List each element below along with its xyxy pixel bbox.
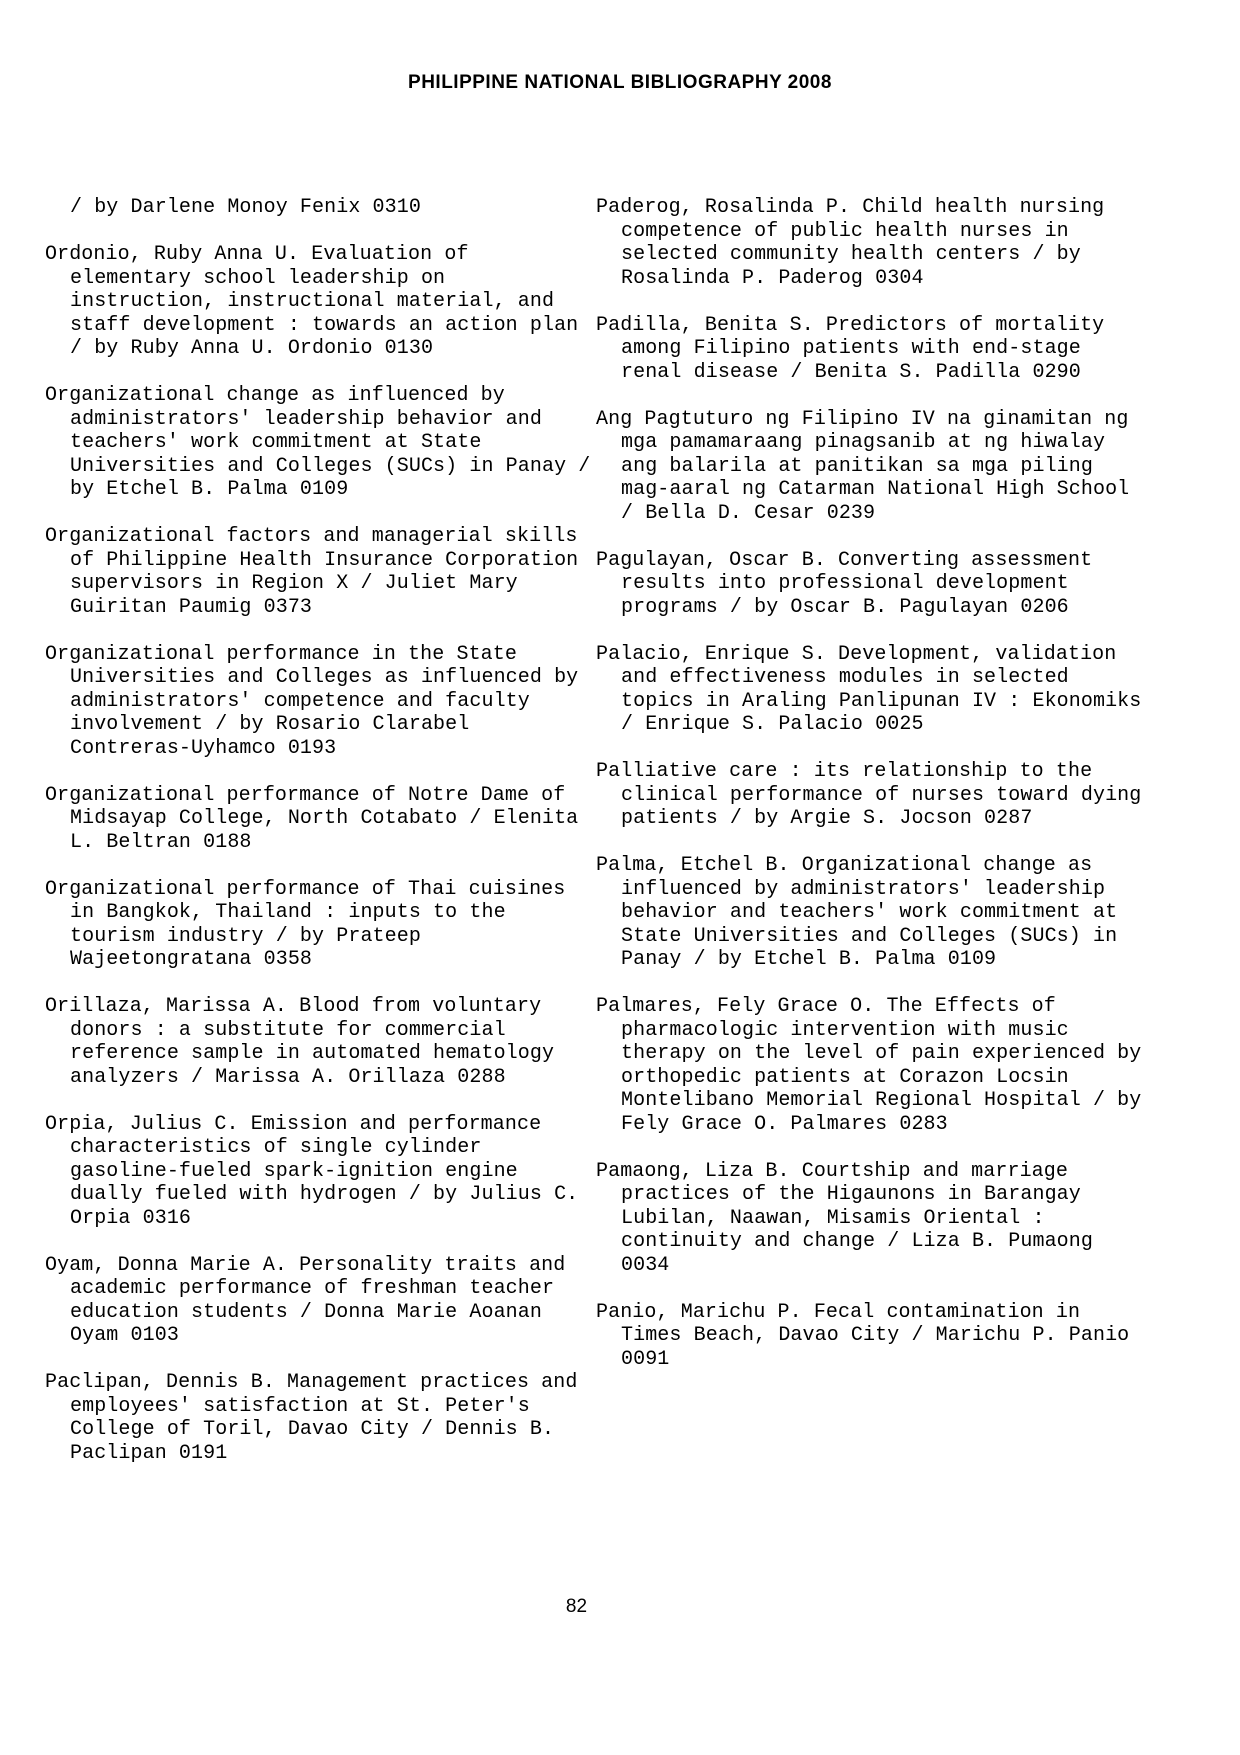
page-number: 82 [565, 1596, 588, 1617]
bibliography-entry: Palacio, Enrique S. Development, validation and effectiveness modules in selected topics in Araling Panlipunan IV : Ekonomiks / Enrique S. Palacio 0025 [596, 642, 1142, 736]
bibliography-entry: Pamaong, Liza B. Courtship and marriage practices of the Higaunons in Barangay Lubilan, Naawan, Misamis Oriental : continuity and change / Liza B. Pumaong 0034 [596, 1159, 1093, 1277]
right-column [596, 196, 1146, 1395]
bibliography-entry: Organizational performance in the State Universities and Colleges as influenced by administrators' competence and faculty involvement / by Rosario Clarabel Contreras-Uyhamco 0193 [45, 642, 579, 760]
left-column [45, 196, 595, 1489]
bibliography-entry: Pagulayan, Oscar B. Converting assessment results into professional development programs / by Oscar B. Pagulayan 0206 [596, 548, 1093, 619]
bibliography-entry: Palma, Etchel B. Organizational change as influenced by administrators' leadership behavior and teachers' work commitment at State Universities and Colleges (SUCs) in Panay / by Etchel B. Palma 0109 [596, 854, 1118, 971]
bibliography-entry: Orpia, Julius C. Emission and performance characteristics of single cylinder gasoline-fueled spark-ignition engine dually fueled with hydrogen / by Julius C. Orpia 0316 [45, 1112, 579, 1230]
bibliography-entry: Panio, Marichu P. Fecal contamination in Times Beach, Davao City / Marichu P. Panio 0091 [596, 1300, 1130, 1371]
bibliography-entry: Paclipan, Dennis B. Management practices and employees' satisfaction at St. Peter's College of Toril, Davao City / Dennis B. Paclipan 0191 [45, 1371, 578, 1465]
page-header: PHILIPPINE NATIONAL BIBLIOGRAPHY 2008 [408, 72, 832, 93]
bibliography-entry: Organizational factors and managerial skills of Philippine Health Insurance Corporation supervisors in Region X / Juliet Mary Guiritan Paumig 0373 [45, 525, 579, 619]
bibliography-entry: Oyam, Donna Marie A. Personality traits and academic performance of freshman teacher education students / Donna Marie Aoanan Oyam 0103 [45, 1253, 566, 1347]
bibliography-entry: Ordonio, Ruby Anna U. Evaluation of elementary school leadership on instruction, instructional material, and staff development : towards an action plan / by Ruby Anna U. Ordonio 0130 [45, 243, 579, 360]
bibliography-entry: Palmares, Fely Grace O. The Effects of pharmacologic intervention with music therapy on the level of pain experienced by orthopedic patients at Corazon Locsin Montelibano Memorial Regional Hospital / by Fely Grace O. Palmares 0283 [596, 995, 1142, 1136]
bibliography-entry: Organizational performance of Notre Dame of Midsayap College, North Cotabato / Elenita L. Beltran 0188 [45, 783, 579, 854]
bibliography-entry: Paderog, Rosalinda P. Child health nursing competence of public health nurses in selected community health centers / by Rosalinda P. Paderog 0304 [596, 196, 1105, 290]
bibliography-entry: / by Darlene Monoy Fenix 0310 [70, 196, 421, 219]
bibliography-entry: Organizational performance of Thai cuisines in Bangkok, Thailand : inputs to the tourism industry / by Prateep Wajeetongratana 0358 [45, 877, 566, 971]
bibliography-entry: Padilla, Benita S. Predictors of mortality among Filipino patients with end-stage renal disease / Benita S. Padilla 0290 [596, 313, 1105, 384]
bibliography-entry: Ang Pagtuturo ng Filipino IV na ginamitan ng mga pamamaraang pinagsanib at ng hiwalay ang balarila at panitikan sa mga piling mag-aaral ng Catarman National High School / Bella D. Cesar 0239 [596, 407, 1130, 525]
bibliography-entry: Orillaza, Marissa A. Blood from voluntary donors : a substitute for commercial reference sample in automated hematology analyzers / Marissa A. Orillaza 0288 [45, 995, 555, 1089]
bibliography-entry: Organizational change as influenced by administrators' leadership behavior and teachers' work commitment at State Universities and Colleges (SUCs) in Panay / by Etchel B. Palma 0109 [45, 384, 591, 501]
bibliography-entry: Palliative care : its relationship to the clinical performance of nurses toward dying patients / by Argie S. Jocson 0287 [596, 760, 1142, 830]
